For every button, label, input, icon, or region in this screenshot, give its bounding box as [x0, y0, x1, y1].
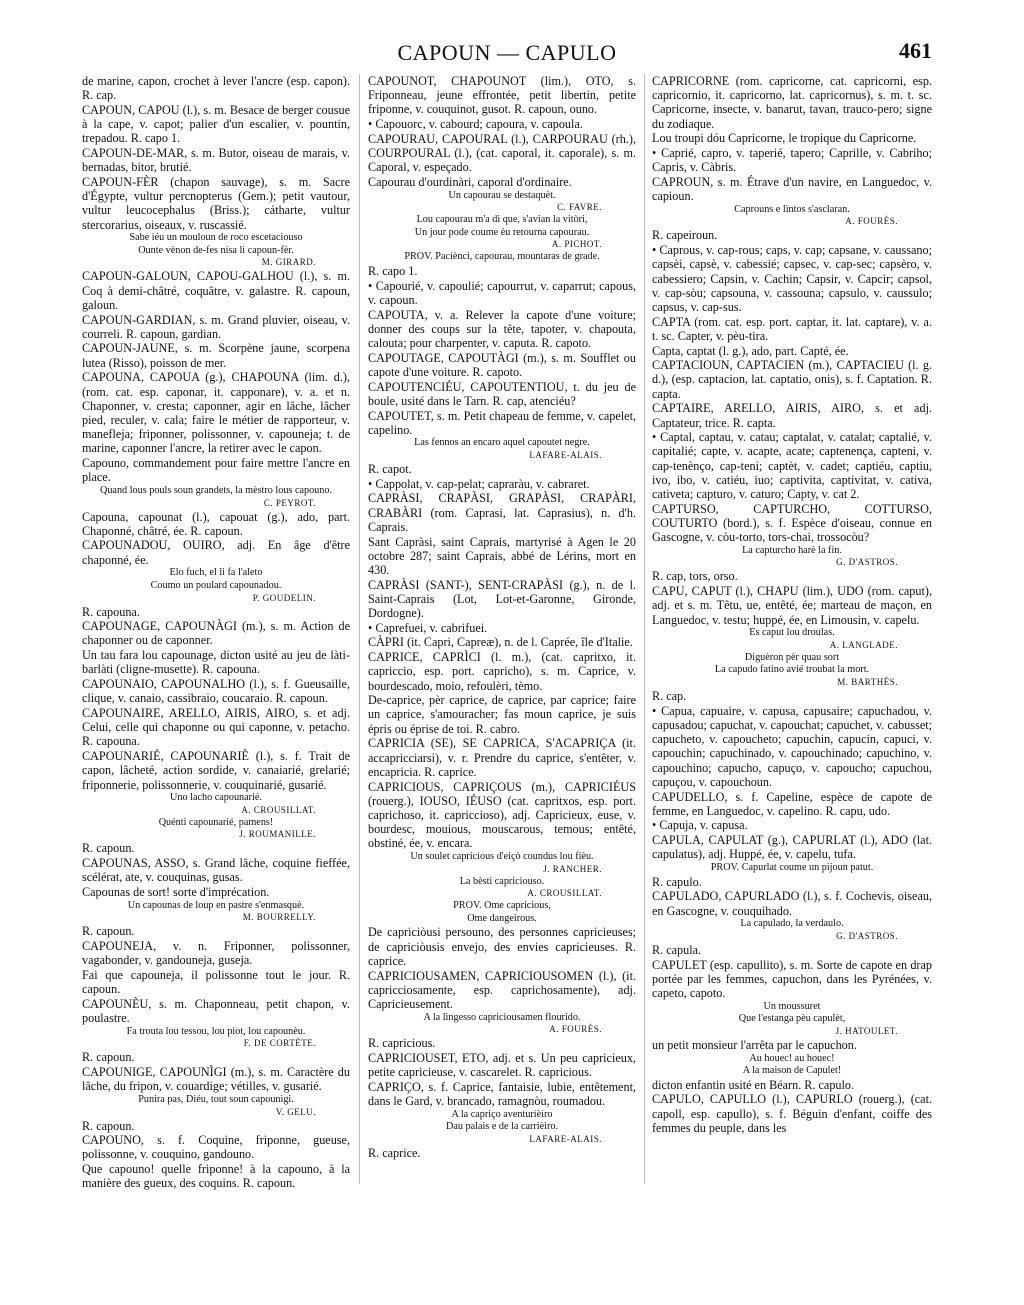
dictionary-entry: CAPOUN, CAPOU (l.), s. m. Besace de berger cousue à la cape, v. capot; palier d'un escalier, v. pountin, trepadou. R. capo 1.	[82, 102, 350, 146]
dictionary-entry: CAPRICIA (SE), SE CAPRICA, S'ACAPRIÇA (it. accapricciarsi), v. r. Prendre du caprice, s'entêter, v. encapricia. R. caprice.	[368, 736, 636, 779]
dictionary-entry: CAPRIÇO, s. f. Caprice, fantaisie, lubie, entêtement, dans le Gard, v. brancado, ramagnòu, roumadou.	[368, 1079, 636, 1109]
quotation-author: A. FOURÈS.	[845, 216, 898, 227]
dictionary-entry: R. capo 1.	[368, 264, 418, 278]
dictionary-entry: • Capuja, v. capusa.	[652, 818, 748, 833]
dictionary-entry: CAPOUNOT, CHAPOUNOT (lim.), OTO, s. Friponneau, jeune effrontée, petit libertin, petite friponne, v. couquinot, gusot. R. capoun, ouno.	[368, 74, 636, 117]
dictionary-entry: Lou troupi dóu Capricorne, le tropique du Capricorne.	[652, 131, 917, 146]
dictionary-entry: Sant Capràsi, saint Caprais, martyrisé à Agen le 20 octobre 287; saint Caprais, abbé de Lérins, mort en 430.	[368, 534, 636, 577]
quotation-line: Quénti capounarié, pamens!	[158, 816, 274, 828]
dictionary-entry: CAPOUTENCIÉU, CAPOUTENTIOU, t. du jeu de boule, usité dans le Tarn. R. cap, atenciéu?	[368, 379, 636, 408]
quotation-author: P. GOUDELIN.	[252, 592, 316, 603]
quotation-author: M. GIRARD.	[261, 257, 316, 268]
dictionary-entry: R. capulo.	[652, 874, 702, 889]
page-number: 461	[899, 38, 932, 63]
quotation-author: C. PEYROT.	[263, 497, 316, 508]
dictionary-entry: CAPOUNEJA, v. n. Friponner, polissonner, vagabonder, v. gandouneja, gusejа.	[82, 939, 350, 968]
dictionary-entry: CAPTAIRE, ARELLO, AIRIS, AIRO, s. et adj. Captateur, trice. R. capta.	[652, 401, 932, 430]
dictionary-entry: R. capula.	[652, 942, 702, 957]
dictionary-entry: CÀPRI (it. Capri, Capreæ), n. de l. Caprée, île d'Italie.	[368, 635, 633, 650]
dictionary-entry: CAPOUNO, s. f. Coquine, friponne, gueuse, polissonne, v. couquino, gandouno.	[82, 1133, 350, 1162]
quotation-line: Lou capourau m'a di que, s'avian la vitòri,	[416, 214, 588, 226]
dictionary-entry: Un tau fara lou capounage, dicton usité au jeu de làti-barlàti (cligne-musette). R. capouna.	[82, 648, 350, 677]
dictionary-entry: CAPOUTA, v. a. Relever la capote d'une voiture; donner des coups sur la tête, tapoter, v. chapouta, calouta; pour charpenter, v. caputa. R. capoto.	[368, 307, 636, 351]
dictionary-entry: CAPOUNAIO, CAPOUNALHO (l.), s. f. Gueusaille, clique, v. canaio, cassibraio, coucaraio. R. capoun.	[82, 677, 350, 706]
dictionary-entry: CAPUDELLO, s. f. Capeline, espèce de capote de femme, en Languedoc, v. capelino. R. capu, udo.	[652, 789, 932, 818]
dictionary-entry: • Cappolat, v. cap-pelat; capraràu, v. cabraret.	[368, 476, 590, 491]
dictionary-entry: R. capoun.	[82, 924, 135, 939]
dictionary-entry: • Capouorc, v. cabourd; capoura, v. capoula.	[368, 117, 583, 132]
dictionary-entry: un petit monsieur l'arrêta par le capuchon.	[652, 1037, 857, 1052]
dictionary-entry: CAPROUN, s. m. Étrave d'un navire, en Languedoc, v. capioun.	[652, 174, 932, 204]
dictionary-entry: R. cap, tors, orso.	[652, 569, 738, 584]
dictionary-entry: R. cap.	[652, 689, 687, 704]
quotation-author: G. D'ASTROS.	[836, 557, 898, 568]
quotation-line: Fa trouta lou tessou, lou piot, lou capounèu.	[126, 1025, 306, 1037]
dictionary-entry: CAPU, CAPUT (l.), CHAPU (lim.), UDO (rom. caput), adj. et s. m. Têtu, ue, entêté, ée; marteau de maçon, en Languedoc, v. testu; huppé, ée, en Limousin, v. capelu.	[652, 584, 932, 627]
dictionary-entry: Capounas de sort! sorte d'imprécation.	[82, 885, 270, 899]
page-header	[82, 40, 932, 70]
dictionary-entry: R. capoun.	[82, 841, 135, 856]
dictionary-entry: Capouno, commandement pour faire mettre l'ancre en place.	[82, 456, 350, 485]
running-head-title: CAPOUN — CAPULO	[397, 40, 617, 65]
quotation-line: Quand lous pouls soun grandets, la mèstro lous capouno.	[99, 484, 333, 496]
dictionary-entry: CAPRICIOUSAMEN, CAPRICIOUSOMEN (l.), (it. capricciosamente, esp. caprichosamente), adj. Capricieusement.	[368, 968, 636, 1011]
dictionary-entry: CAPRÀSI, CRAPÀSI, GRAPÀSI, CRAPÀRI, CRABÀRI (rom. Caprasi, lat. Caprasius), n. d'h. Caprais.	[368, 491, 636, 534]
quotation-line: Un capounas de loup en pastre s'enmasquè.	[127, 899, 305, 911]
quotation-line: La capudo fatino avié troubat la mort.	[714, 664, 870, 676]
quotation-line: Las fennos an encaro aquel capoutet negre.	[414, 437, 590, 449]
quotation-line: Un moussuret	[763, 1000, 821, 1012]
dictionary-entry: CAPOUTET, s. m. Petit chapeau de femme, v. capelet, capelino.	[368, 408, 636, 437]
quotation-author: A. CROUSILLAT.	[527, 888, 602, 899]
quotation-line: Dau palais e de la carrièiro.	[445, 1121, 558, 1133]
quotation-line: Au houec! au houec!	[749, 1052, 835, 1064]
quotation-author: LAFARE-ALAIS.	[529, 450, 602, 461]
quotation-line: Un jour pode coume èu retourna capourau.	[414, 226, 590, 238]
dictionary-entry: CAPULET (esp. capullito), s. m. Sorte de capote en drap portée par les femmes, capuchon, dans les Pyrénées, v. capeto, capoto.	[652, 957, 932, 1000]
quotation-author: A. LANGLADE.	[829, 639, 898, 650]
dictionary-entry: CAPOURAU, CAPOURAL (l.), CARPOURAU (rh.), COURPOURAL (l.), (cat. caporal, it. caporale), s. m. Caporal, v. espeçado.	[368, 131, 636, 175]
quotation-author: A. FOURÈS.	[549, 1024, 602, 1035]
dictionary-entry: De capriciòusi persouno, des personnes capricieuses; de capriciòusis envejo, des envies capricieuses. R. caprice.	[368, 925, 636, 968]
dictionary-entry: CAPRICIOUSET, ETO, adj. et s. Un peu capricieux, petite capricieuse, v. cascarelet. R. capricious.	[368, 1050, 636, 1080]
quotation-line: Es caput lou droulas.	[749, 627, 835, 639]
dictionary-entry: CAPOUNARIÉ, CAPOUNARIÈ (l.), s. f. Trait de capon, lâcheté, action sordide, v. canaiarié, grelarié; friponnerie, polissonnerie, v. couquinarié, gusarié.	[82, 749, 350, 792]
dictionary-entry: CAPRICIOUS, CAPRIÇOUS (m.), CAPRICIÉUS (rouerg.), IOUSO, IÉUSO (cat. capritxos, esp. port. caprichoso, it. capriccioso), adj. Capricieux, euse, v. bourdesc, mouious, mouscarous, temous; entêté, obstiné, ée, v. encara.	[368, 779, 636, 851]
dictionary-entry: CAPULA, CAPULAT (g.), CAPURLAT (l.), ADO (lat. capulatus), adj. Huppé, ée, v. capelu, tufa.	[652, 833, 932, 862]
dictionary-entry: R. capoun.	[82, 1050, 135, 1065]
dictionary-entry: Fai que capouneja, il polissonne tout le jour. R. capoun.	[82, 967, 350, 997]
quotation-author: A. PICHOT.	[551, 239, 602, 250]
quotation-line: La bèsti capriciouso.	[459, 875, 545, 887]
dictionary-entry: CAPOUNAIRE, ARELLO, AIRIS, AIRO, s. et adj. Celui, celle qui chaponne ou qui caponne, v. petacho. R. capouna.	[82, 705, 350, 749]
dictionary-entry: CAPOUN-FÈR (chapon sauvage), s. m. Sacre d'Égypte, vultur percnopterus (Gem.); petit vautour, vultur leucocephalus (Briss.); cátharte, vultur stercorarius, oiseaux, v. ruscassié.	[82, 174, 350, 232]
quotation-line: PROV. Ome capricious,	[453, 900, 551, 912]
dictionary-entry: R. capeiroun.	[652, 228, 718, 243]
dictionary-entry: CAPRICORNE (rom. capricorne, cat. capricorni, esp. capricornio, it. capricorno, lat. capricornus), s. m. t. sc. Capricorne, insecte, v. banarut, tavan, trauco-pero; signe du zodiaque.	[652, 74, 932, 131]
dictionary-entry: CAPOUNA, CAPOUA (g.), CHAPOUNA (lim. d.), (rom. cat. esp. caponar, it. capponare), v. a. et n. Chaponner, v. cresta; caponner, agir en lâche, lâcher pied, reculer, v. cala; faire le métier de rapporteur, v. manefleja; friponner, polissonner, v. capouneja; t. de marine, caponner l'ancre, la retirer avec le capon.	[82, 370, 350, 456]
quotation-author: J. HATOULET.	[835, 1025, 898, 1036]
quotation-author: M. BOURRELLY.	[242, 912, 316, 923]
quotation-line: A la lingesso capriciousamen flourido.	[423, 1011, 581, 1023]
quotation-line: Un soulet capricious d'eiçò coundus lou fièu.	[410, 851, 594, 863]
dictionary-entry: R. capoun.	[82, 1118, 135, 1133]
quotation-line: PROV. Paciènci, capourau, mountaras de grade.	[404, 251, 600, 263]
column-divider	[359, 74, 360, 1184]
dictionary-entry: • Caprié, capro, v. taperié, tapero; Caprille, v. Cabriho; Capris, v. Càbris.	[652, 146, 932, 175]
quotation-line: Punira pas, Diéu, tout soun capounìgi.	[138, 1093, 294, 1105]
quotation-line: A la maison de Capulet!	[742, 1065, 842, 1077]
dictionary-entry: CAPOUNADOU, OUIRO, adj. En âge d'être chaponné, ée.	[82, 538, 350, 567]
dictionary-entry: CAPOUNAS, ASSO, s. Grand lâche, coquine fieffée, scélérat, ate, v. couquinas, gusas.	[82, 856, 350, 885]
dictionary-entry: R. caprice.	[368, 1145, 421, 1160]
column-divider	[644, 74, 645, 1184]
dictionary-entry: • Capourié, v. capoulié; capourrut, v. caparrut; capous, v. capoun.	[368, 278, 636, 307]
quotation-line: Elo fuch, el li fa l'aleto	[169, 567, 263, 579]
dictionary-entry: • Caprous, v. cap-rous; caps, v. cap; capsane, v. caussano; capsèi, capsè, v. cabessié; capsec, v. cap-sec; capsèro, v. cabessiero; Capsin, v. Cachin; Capsir, v. Capcir; capsol, v. cap-sòu; capsouna, v. cassouna; capsulo, v. caussulo; capsus, v. cap-sus.	[652, 243, 932, 314]
dictionary-entry: CAPOUNAGE, CAPOUNÀGI (m.), s. m. Action de chaponner ou de caponner.	[82, 619, 350, 648]
dictionary-entry: Capourau d'ourdinàri, caporal d'ordinaire.	[368, 174, 572, 189]
quotation-author: LAFARE-ALAIS.	[529, 1133, 602, 1144]
dictionary-entry: CAPULADO, CAPURLADO (l.), s. f. Cochevis, oiseau, en Gascogne, v. couquihado.	[652, 889, 932, 918]
quotation-line: A la capriço aventurièiro	[451, 1108, 553, 1120]
dictionary-entry: CAPRÀSI (SANT-), SENT-CRAPÀSI (g.), n. de l. Saint-Caprais (Lot, Lot-et-Garonne, Gironde, Dordogne).	[368, 577, 636, 621]
dictionary-entry: CAPOUN-DE-MAR, s. m. Butor, oiseau de marais, v. bernadas, bitor, brutié.	[82, 146, 350, 175]
dictionary-entry: de marine, capon, crochet à lever l'ancre (esp. capon). R. cap.	[82, 74, 350, 103]
dictionary-entry: CAPOUNÈU, s. m. Chaponneau, petit chapon, v. poulastre.	[82, 996, 350, 1026]
dictionary-entry: • Captal, captau, v. catau; captalat, v. catalat; captalié, v. capitalié; capte, v. acapte, acate; captenença, capteni, v. cap-tenènço, cap-teni; captèt, v. cadet; captiéu, captiu, ivo, ibo, v. catiéu, iuo; captivita, captivitat, v. cativa, cativeta; capturo, v. caturo; Capty, v. cat 2.	[652, 430, 932, 502]
dictionary-entry: CAPOUN-JAUNE, s. m. Scorpène jaune, scorpena lutea (Risso), poisson de mer.	[82, 341, 350, 370]
quotation-line: Que l'estanga pèu capulèt,	[738, 1013, 846, 1025]
quotation-line: Sabe iéu un mouloun de roco escetaciouso	[129, 232, 303, 244]
dictionary-entry: CAPOUN-GALOUN, CAPOU-GALHOU (l.), s. m. Coq à demi-châtré, coquâtre, v. galastre. R. capoun, galoun.	[82, 269, 350, 312]
quotation-author: G. D'ASTROS.	[836, 930, 898, 941]
dictionary-entry: R. capot.	[368, 462, 412, 477]
dictionary-entry: Capta, captat (l. g.), ado, part. Capté, ée.	[652, 343, 849, 358]
column-left	[82, 74, 350, 1191]
dictionary-entry: • Caprefuei, v. cabrifuei.	[368, 620, 488, 635]
dictionary-entry: R. capouna.	[82, 604, 140, 619]
quotation-line: Un capourau se destaquèt.	[448, 189, 556, 201]
quotation-author: J. ROUMANILLE.	[239, 829, 316, 840]
quotation-line: Caprouns e lintos s'asclaran.	[734, 203, 850, 215]
dictionary-entry: Capouna, capounat (l.), capouat (g.), ado, part. Chaponné, châtré, ée. R. capoun.	[82, 509, 350, 538]
dictionary-entry: dicton enfantin usité en Béarn. R. capulo.	[652, 1077, 855, 1092]
quotation-author: A. CROUSILLAT.	[241, 804, 316, 815]
dictionary-entry: CAPTACIOUN, CAPTACIEN (m.), CAPTACIEU (l. g. d.), (esp. captacion, lat. captatio, onis), s. f. Captation. R. capta.	[652, 358, 932, 401]
quotation-line: La capturcho harè la fin.	[742, 544, 842, 556]
dictionary-entry: CAPTURSO, CAPTURCHO, COTTURSO, COUTURTO (bord.), s. f. Espèce d'oiseau, connue en Gascogne, v. còu-torto, tors-chai, trossocòu?	[652, 501, 932, 545]
quotation-author: V. GELU.	[275, 1106, 316, 1117]
dictionary-entry: CAPTA (rom. cat. esp. port. captar, it. lat. captare), v. a. t. sc. Capter, v. pèu-tira.	[652, 314, 932, 343]
quotation-line: Diguèron pèr quau sort	[744, 651, 840, 663]
quotation-author: C. FAVRE.	[557, 202, 602, 213]
dictionary-entry: CAPOUNIGE, CAPOUNÌGI (m.), s. m. Caractère du lâche, du fripon, v. couardige; vétilles, v. gusarié.	[82, 1065, 350, 1094]
dictionary-entry: CAPOUN-GARDIAN, s. m. Grand pluvier, oiseau, v. courreli. R. capoun, gardian.	[82, 312, 350, 341]
dictionary-entry: • Capua, capuaire, v. capusa, capusaire; capuchadou, v. capusadou; capuchat, v. capouchat; capuchet, v. cabusset; capucheto, v. capoucheto; capuchin, capucin, capuci, v. capouchin; capuchinado, v. capouchinado; capuchino, v. capouchino; capucho, capuço, v. capoucho; capuchou, capuçou, v. capouchoun.	[652, 703, 932, 789]
dictionary-entry: De-caprice, pèr caprice, de caprice, par caprice; faire un caprice, s'amouracher; fas moun caprice, je suis épris ou éprise de toi. R. cabro.	[368, 693, 636, 736]
column-right	[652, 74, 932, 1136]
quotation-author: F. DE CORTÈTE.	[243, 1038, 316, 1049]
quotation-line: PROV. Capurlat coume un pijoun patut.	[710, 862, 874, 874]
dictionary-entry: CAPRICE, CAPRÌCI (l. m.), (cat. capritxo, it. capriccio, esp. port. capricho), s. m. Caprice, v. bourdescado, moio, refoulèri, tèmo.	[368, 650, 636, 693]
column-middle	[368, 74, 636, 1161]
quotation-author: M. BARTHÉS.	[837, 677, 898, 688]
dictionary-entry: CAPOUTAGE, CAPOUTÀGI (m.), s. m. Soufflet ou capote d'une voiture. R. capoto.	[368, 350, 636, 379]
quotation-author: J. RANCHER.	[543, 863, 602, 874]
quotation-line: Ounte vènon de-fes nisa li capoun-fèr.	[138, 244, 294, 256]
quotation-line: Ome dangeirous.	[467, 912, 537, 924]
quotation-line: Uno lacho capounarié.	[170, 792, 262, 804]
dictionary-entry: Que capouno! quelle friponne! à la capouno, à la manière des gueux, des coquins. R. capoun.	[82, 1162, 350, 1191]
quotation-line: Coumo un poulard capounadou.	[150, 579, 282, 591]
dictionary-entry: R. capricious.	[368, 1036, 436, 1051]
quotation-line: La capulado, la verdaulo.	[740, 918, 844, 930]
dictionary-entry: CAPULO, CAPULLO (l.), CAPURLO (rouerg.), (cat. capoll, esp. capullo), s. f. Béguin d'enfant, coiffe des femmes du peuple, dans les	[652, 1092, 932, 1135]
